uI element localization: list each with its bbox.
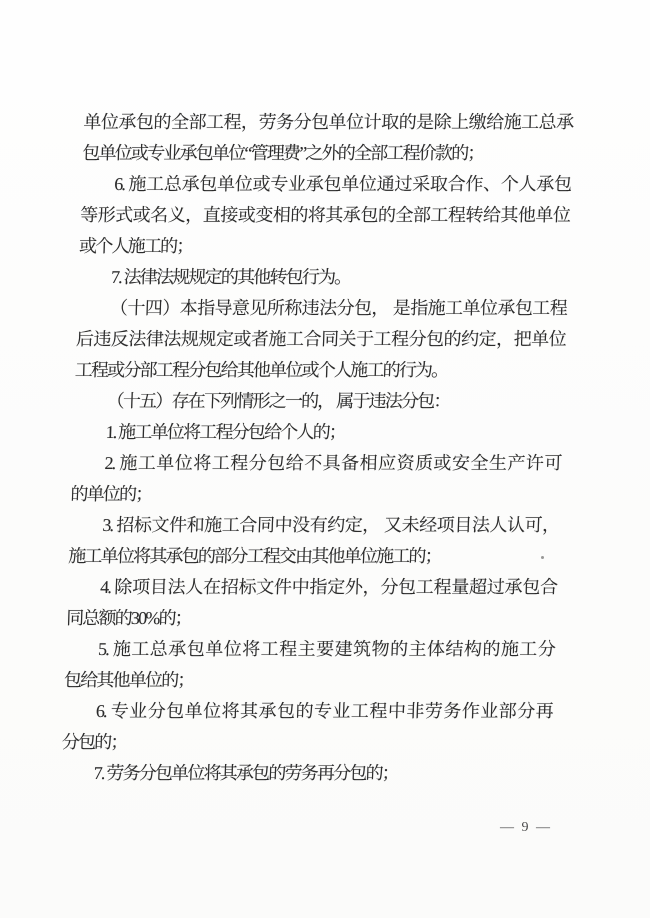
text-line: 同总额的30%的； bbox=[65, 608, 192, 628]
text-line: （十五）存在下列情形之一的， 属于违法分包： bbox=[106, 391, 450, 411]
document-body bbox=[60, 107, 573, 789]
text-line: 6. 专业分包单位将其承包的专业工程中非劳务作业部分再 bbox=[95, 701, 553, 721]
text-line: 2. 施工单位将工程分包给不具备相应资质或安全生产许可 bbox=[104, 453, 561, 473]
scan-speckle bbox=[541, 556, 544, 559]
text-line: 后违反法律法规规定或者施工合同关于工程分包的约定，把单位 bbox=[75, 329, 566, 349]
text-line: 单位承包的全部工程，劳务分包单位计取的是除上缴给施工总承 bbox=[83, 112, 573, 132]
text-line: 3. 招标文件和施工合同中没有约定， 又未经项目法人认可， bbox=[102, 515, 559, 535]
text-line: （十四）本指导意见所称违法分包， 是指施工单位承包工程 bbox=[109, 298, 567, 318]
text-line: 包单位或专业承包单位“管理费”之外的全部工程价款的； bbox=[82, 143, 484, 163]
text-line: 6. 施工总承包单位或专业承包单位通过采取合作、个人承包 bbox=[113, 174, 571, 194]
text-line: 或个人施工的； bbox=[78, 236, 193, 256]
text-line: 7. 劳务分包单位将其承包的劳务再分包的； bbox=[93, 763, 399, 783]
text-line: 工程或分部工程分包给其他单位或个人施工的行为。 bbox=[74, 360, 448, 380]
text-line: 等形式或名义，直接或变相的将其承包的全部工程转给其他单位 bbox=[79, 205, 570, 225]
page-number: — 9 — bbox=[500, 820, 552, 835]
text-line: 施工单位将其承包的部分工程交由其他单位施工的； bbox=[67, 546, 442, 566]
text-line: 7. 法律法规规定的其他转包行为。 bbox=[110, 267, 351, 287]
text-line: 的单位的； bbox=[70, 484, 152, 504]
text-line: 包给其他单位的； bbox=[63, 670, 194, 690]
text-line: 5. 施工总承包单位将工程主要建筑物的主体结构的施工分 bbox=[97, 639, 555, 659]
text-line: 4. 除项目法人在招标文件中指定外，分包工程量超过承包合 bbox=[99, 577, 557, 597]
text-line: 1. 施工单位将工程分包给个人的； bbox=[105, 422, 346, 442]
text-line: 分包的； bbox=[61, 732, 127, 752]
